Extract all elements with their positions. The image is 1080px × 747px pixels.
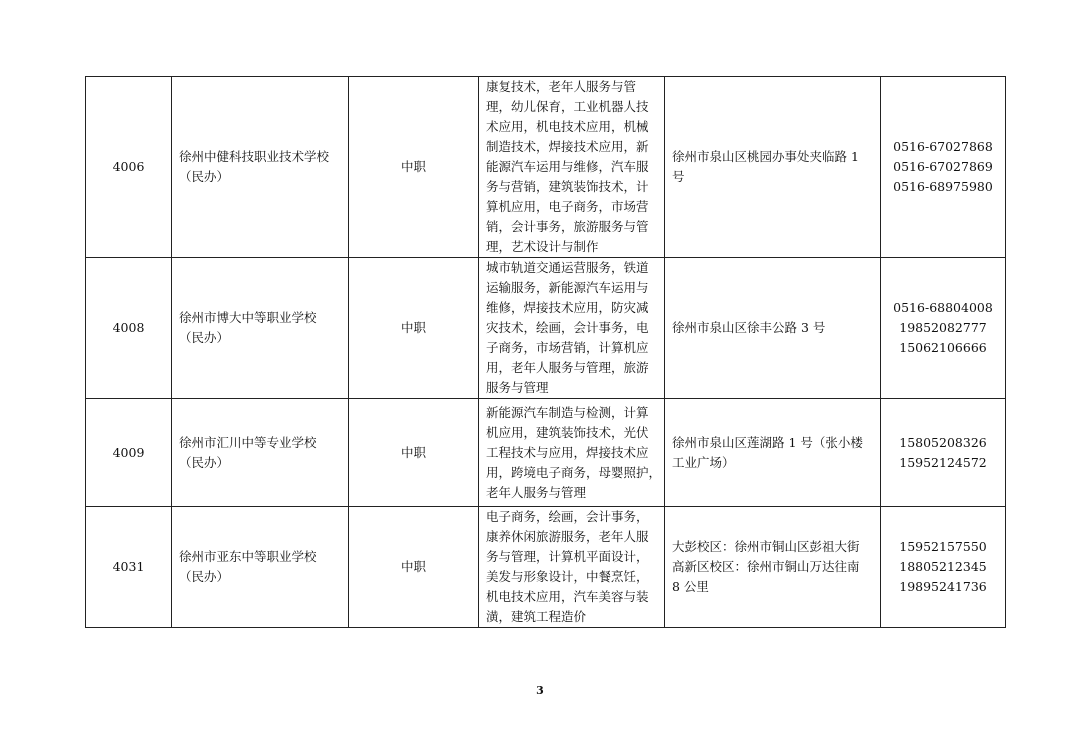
school-level-cell: 中职 [349, 258, 479, 399]
school-name-cell [172, 507, 349, 628]
majors-cell-line: 理，幼儿保育，工业机器人技 [486, 99, 649, 114]
address-cell [665, 258, 881, 399]
page-number: 3 [536, 684, 544, 697]
address-cell [665, 399, 881, 507]
majors-cell [479, 77, 665, 258]
school-level-cell: 中职 [349, 399, 479, 507]
phone-cell-line: 0516-67027868 [893, 139, 993, 154]
majors-cell-line: 机电技术应用，汽车美容与装 [486, 589, 649, 604]
majors-cell-line: 务与营销，建筑装饰技术，计 [486, 179, 649, 194]
address-cell-line: 8 公里 [672, 579, 709, 594]
phone-cell [881, 507, 1006, 628]
phone-cell-line: 0516-68975980 [893, 179, 993, 194]
address-cell [665, 507, 881, 628]
majors-cell-line: 潢，建筑工程造价 [486, 609, 587, 624]
majors-cell-line: 老年人服务与管理 [486, 484, 587, 500]
majors-cell-line: 机应用，建筑装饰技术，光伏 [486, 424, 649, 440]
majors-cell-line: 理，艺术设计与制作 [486, 239, 599, 254]
majors-cell-line: 子商务，市场营销，计算机应 [486, 340, 649, 355]
address-cell-line: 大彭校区：徐州市铜山区彭祖大街 [672, 539, 860, 554]
table-row [86, 77, 1006, 258]
majors-cell [479, 507, 665, 628]
phone-cell-line: 0516-67027869 [893, 159, 993, 174]
majors-cell-line: 康养休闲旅游服务，老年人服 [486, 529, 649, 544]
majors-cell-line: 美发与形象设计，中餐烹饪， [486, 569, 649, 584]
majors-cell-line: 用，跨境电子商务，母婴照护， [486, 464, 662, 480]
school-code-cell: 4031 [86, 507, 172, 628]
address-cell-line: 号 [672, 169, 685, 184]
phone-cell-line: 15952124572 [899, 454, 987, 470]
school-level-cell: 中职 [349, 77, 479, 258]
majors-cell [479, 399, 665, 507]
phone-cell-line: 19895241736 [899, 579, 987, 594]
phone-cell-line: 19852082777 [899, 320, 987, 335]
majors-cell-line: 工程技术与应用，焊接技术应 [486, 444, 649, 460]
majors-cell-line: 能源汽车运用与维修，汽车服 [486, 159, 649, 174]
address-cell [665, 77, 881, 258]
address-cell-line: 徐州市泉山区徐丰公路 3 号 [672, 320, 826, 335]
table-row [86, 507, 1006, 628]
school-level-cell: 中职 [349, 507, 479, 628]
school-code-cell: 4009 [86, 399, 172, 507]
phone-cell-line: 15952157550 [899, 539, 987, 554]
majors-cell-line: 灾技术，绘画，会计事务，电 [486, 320, 649, 335]
school-code-cell: 4006 [86, 77, 172, 258]
majors-cell-line: 城市轨道交通运营服务，铁道 [486, 260, 649, 275]
majors-cell [479, 258, 665, 399]
address-cell-line: 工业广场） [672, 454, 735, 470]
table-body [86, 77, 1006, 628]
school-name-cell [172, 399, 349, 507]
school-name-cell-line: 徐州市亚东中等职业学校 [179, 549, 317, 564]
majors-cell-line: 制造技术，焊接技术应用，新 [486, 139, 649, 154]
school-name-cell [172, 258, 349, 399]
address-cell-line: 徐州市泉山区莲湖路 1 号（张小楼 [672, 434, 863, 450]
school-code-cell: 4008 [86, 258, 172, 399]
majors-cell-line: 维修，焊接技术应用，防灾减 [486, 300, 649, 315]
schools-table [85, 76, 1006, 628]
phone-cell [881, 77, 1006, 258]
address-cell-line: 徐州市泉山区桃园办事处夹临路 1 [672, 149, 859, 164]
majors-cell-line: 运输服务，新能源汽车运用与 [486, 280, 649, 295]
table-row [86, 399, 1006, 507]
phone-cell-line: 15062106666 [899, 340, 987, 355]
majors-cell-line: 康复技术，老年人服务与管 [486, 79, 637, 94]
school-name-cell-line: 徐州市汇川中等专业学校 [179, 434, 317, 450]
phone-cell [881, 399, 1006, 507]
majors-cell-line: 术应用，机电技术应用，机械 [486, 119, 649, 134]
table-row [86, 258, 1006, 399]
school-name-cell-line: （民办） [179, 454, 230, 470]
majors-cell-line: 算机应用，电子商务，市场营 [486, 199, 649, 214]
school-name-cell-line: 徐州市博大中等职业学校 [179, 310, 317, 325]
majors-cell-line: 服务与管理 [486, 380, 549, 395]
school-name-cell-line: （民办） [179, 330, 230, 345]
majors-cell-line: 务与管理，计算机平面设计， [486, 549, 649, 564]
phone-cell-line: 18805212345 [899, 559, 987, 574]
phone-cell-line: 0516-68804008 [893, 300, 993, 315]
majors-cell-line: 销，会计事务，旅游服务与管 [486, 219, 649, 234]
phone-cell-line: 15805208326 [899, 434, 987, 450]
school-name-cell-line: （民办） [179, 169, 230, 184]
address-cell-line: 高新区校区：徐州市铜山万达往南 [672, 559, 860, 574]
majors-cell-line: 用，老年人服务与管理，旅游 [486, 360, 649, 375]
school-name-cell-line: （民办） [179, 569, 230, 584]
majors-cell-line: 电子商务，绘画，会计事务， [486, 509, 649, 524]
school-name-cell-line: 徐州中健科技职业技术学校 [179, 149, 330, 164]
majors-cell-line: 新能源汽车制造与检测，计算 [486, 404, 649, 420]
school-name-cell [172, 77, 349, 258]
phone-cell [881, 258, 1006, 399]
